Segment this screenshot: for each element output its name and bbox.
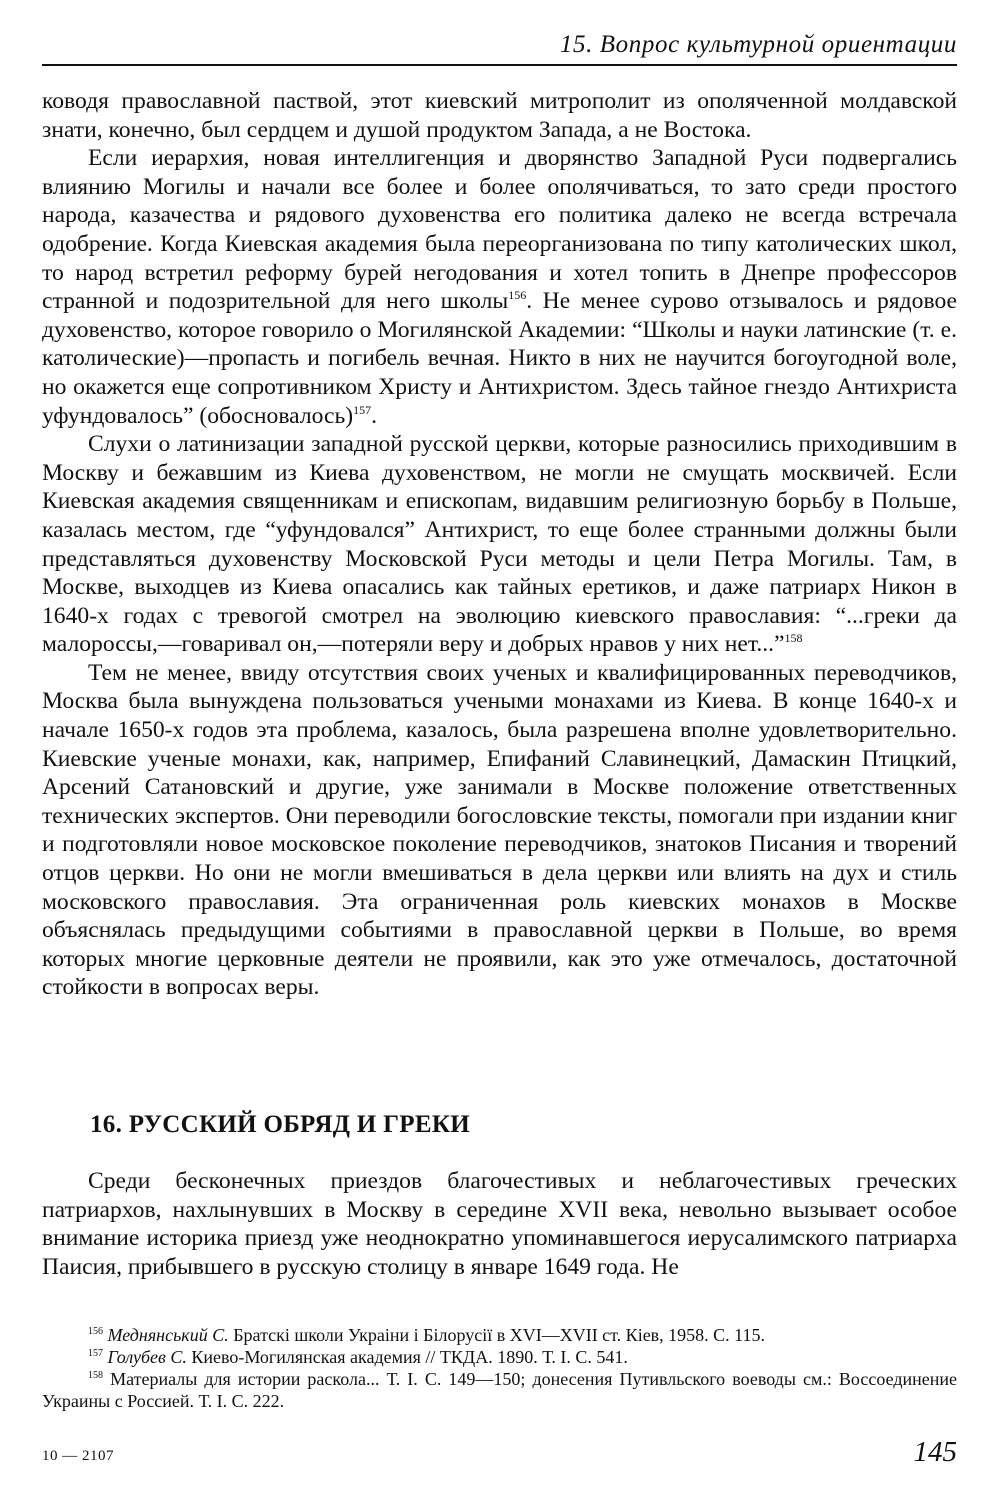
- footnote: [42, 1346, 957, 1368]
- paragraph: Тем не менее, ввиду отсутствия своих ученых и квалифицированных переводчиков, Москва была вынуждена пользоваться учеными монахами из Киева. В конце 1640-х и начале 1650-х годов эта проблема, казалось, была разрешена вполне удовлетворительно. Киевские ученые монахи, как, например, Епифаний Славинецкий, Дамаскин Птицкий, Арсений Сатановский и другие, уже занимали в Москве положение ответственных технических экспертов. Они переводили богословские тексты, помогали при издании книг и подготовляли новое московское поколение переводчиков, знатоков Писания и творений отцов церкви. Но они не могли вмешиваться в дела церкви или влиять на дух и стиль московского православия. Эта ограниченная роль киевских монахов в Москве объяснялась предыдущими событиями в православной церкви в Польше, во время которых многие церковные деятели не проявили, как это уже отмечалось, достаточной стойкости в вопросах веры.: [42, 659, 957, 1001]
- footnote-ref-158: 158: [784, 631, 803, 646]
- page-number: 145: [913, 1436, 957, 1468]
- footnote-ref-157: 157: [353, 402, 372, 417]
- paragraph: Среди бесконечных приездов благочестивых и неблагочестивых греческих патриархов, нахлынувших в Москву в середине XVII века, невольно вызывает особое внимание историка приезд уже неоднократно упоминавшегося иерусалимского патриарха Паисия, прибывшего в русскую столицу в январе 1649 года. Не: [42, 1168, 957, 1280]
- footnote-number: 158: [88, 1370, 103, 1381]
- paragraph: Слухи о латинизации западной русской церкви, которые разносились приходившим в Москву и бежавшим из Киева духовенством, не могли не смущать москвичей. Если Киевская академия священникам и епископам, видавшим религиозную борьбу в Польше, казалась местом, где “уфундовался” Антихрист, то еще более странными должны были представляться духовенству Московской Руси методы и цели Петра Могилы. Там, в Москве, выходцев из Киева опасались как тайных еретиков, и даже патриарх Никон в 1640-х годах с тревогой смотрел на эволюцию киевского православия: “...греки да малороссы,—говаривал он,—потеряли веру и добрых нравов у них нет...”$^{158}$: [42, 431, 957, 658]
- footnote: [42, 1368, 957, 1412]
- printer-signature: 10 — 2107: [42, 1448, 114, 1464]
- footnote-number: 156: [88, 1326, 103, 1337]
- paragraph: ководя православной паствой, этот киевский митрополит из ополяченной молдавской знати, конечно, был сердцем и душой продуктом Запада, а не Востока.: [42, 88, 957, 143]
- footnote-ref-156: 156: [508, 288, 527, 303]
- footnote-text: Материалы для истории раскола... Т. I. С. 149—150; донесения Путивльского воеводы см.: Воссоединение Украины с Россией. Т. I. С. 222.: [42, 1369, 957, 1411]
- footnote: [42, 1324, 957, 1346]
- running-head: [42, 26, 957, 66]
- footnotes: [42, 1324, 957, 1412]
- running-head-title: 15. Вопрос культурной ориентации: [559, 31, 957, 58]
- section-heading: 16. РУССКИЙ ОБРЯД И ГРЕКИ: [90, 1111, 470, 1138]
- footnote-number: 157: [88, 1348, 103, 1359]
- main-text: [42, 87, 957, 1002]
- footnote-author: Меднянський С.: [107, 1325, 229, 1345]
- section-text: [42, 1167, 957, 1281]
- paragraph: Если иерархия, новая интеллигенция и дворянство Западной Руси подвергались влиянию Могилы и начали все более и более ополячиваться, то зато среди простого народа, казачества и рядового духовенства его политика далеко не всегда встречала одобрение. Когда Киевская академия была переорганизована по типу католических школ, то народ встретил реформу бурей негодования и хотел топить в Днепре профессоров странной и подозрительной для него школы$^{156}$. Не менее сурово отзывалось и рядовое духовенство, которое говорило о Могилянской Академии: “Школы и науки латинские (т. е. католические)—пропасть и погибель вечная. Никто в них не научится богоугодной воле, но окажется еще сопротивником Христу и Антихристом. Здесь тайное гнездо Антихриста уфундовалось” (обосновалось)$^{157}$.: [42, 145, 957, 429]
- footnote-text: Киево-Могилянская академия // ТКДА. 1890. Т. I. С. 541.: [191, 1347, 628, 1367]
- footnote-text: Братскі школи Украіни і Білорусії в XVI—XVII ст. Кіев, 1958. С. 115.: [233, 1325, 766, 1345]
- footnote-author: Голубев С.: [107, 1347, 187, 1367]
